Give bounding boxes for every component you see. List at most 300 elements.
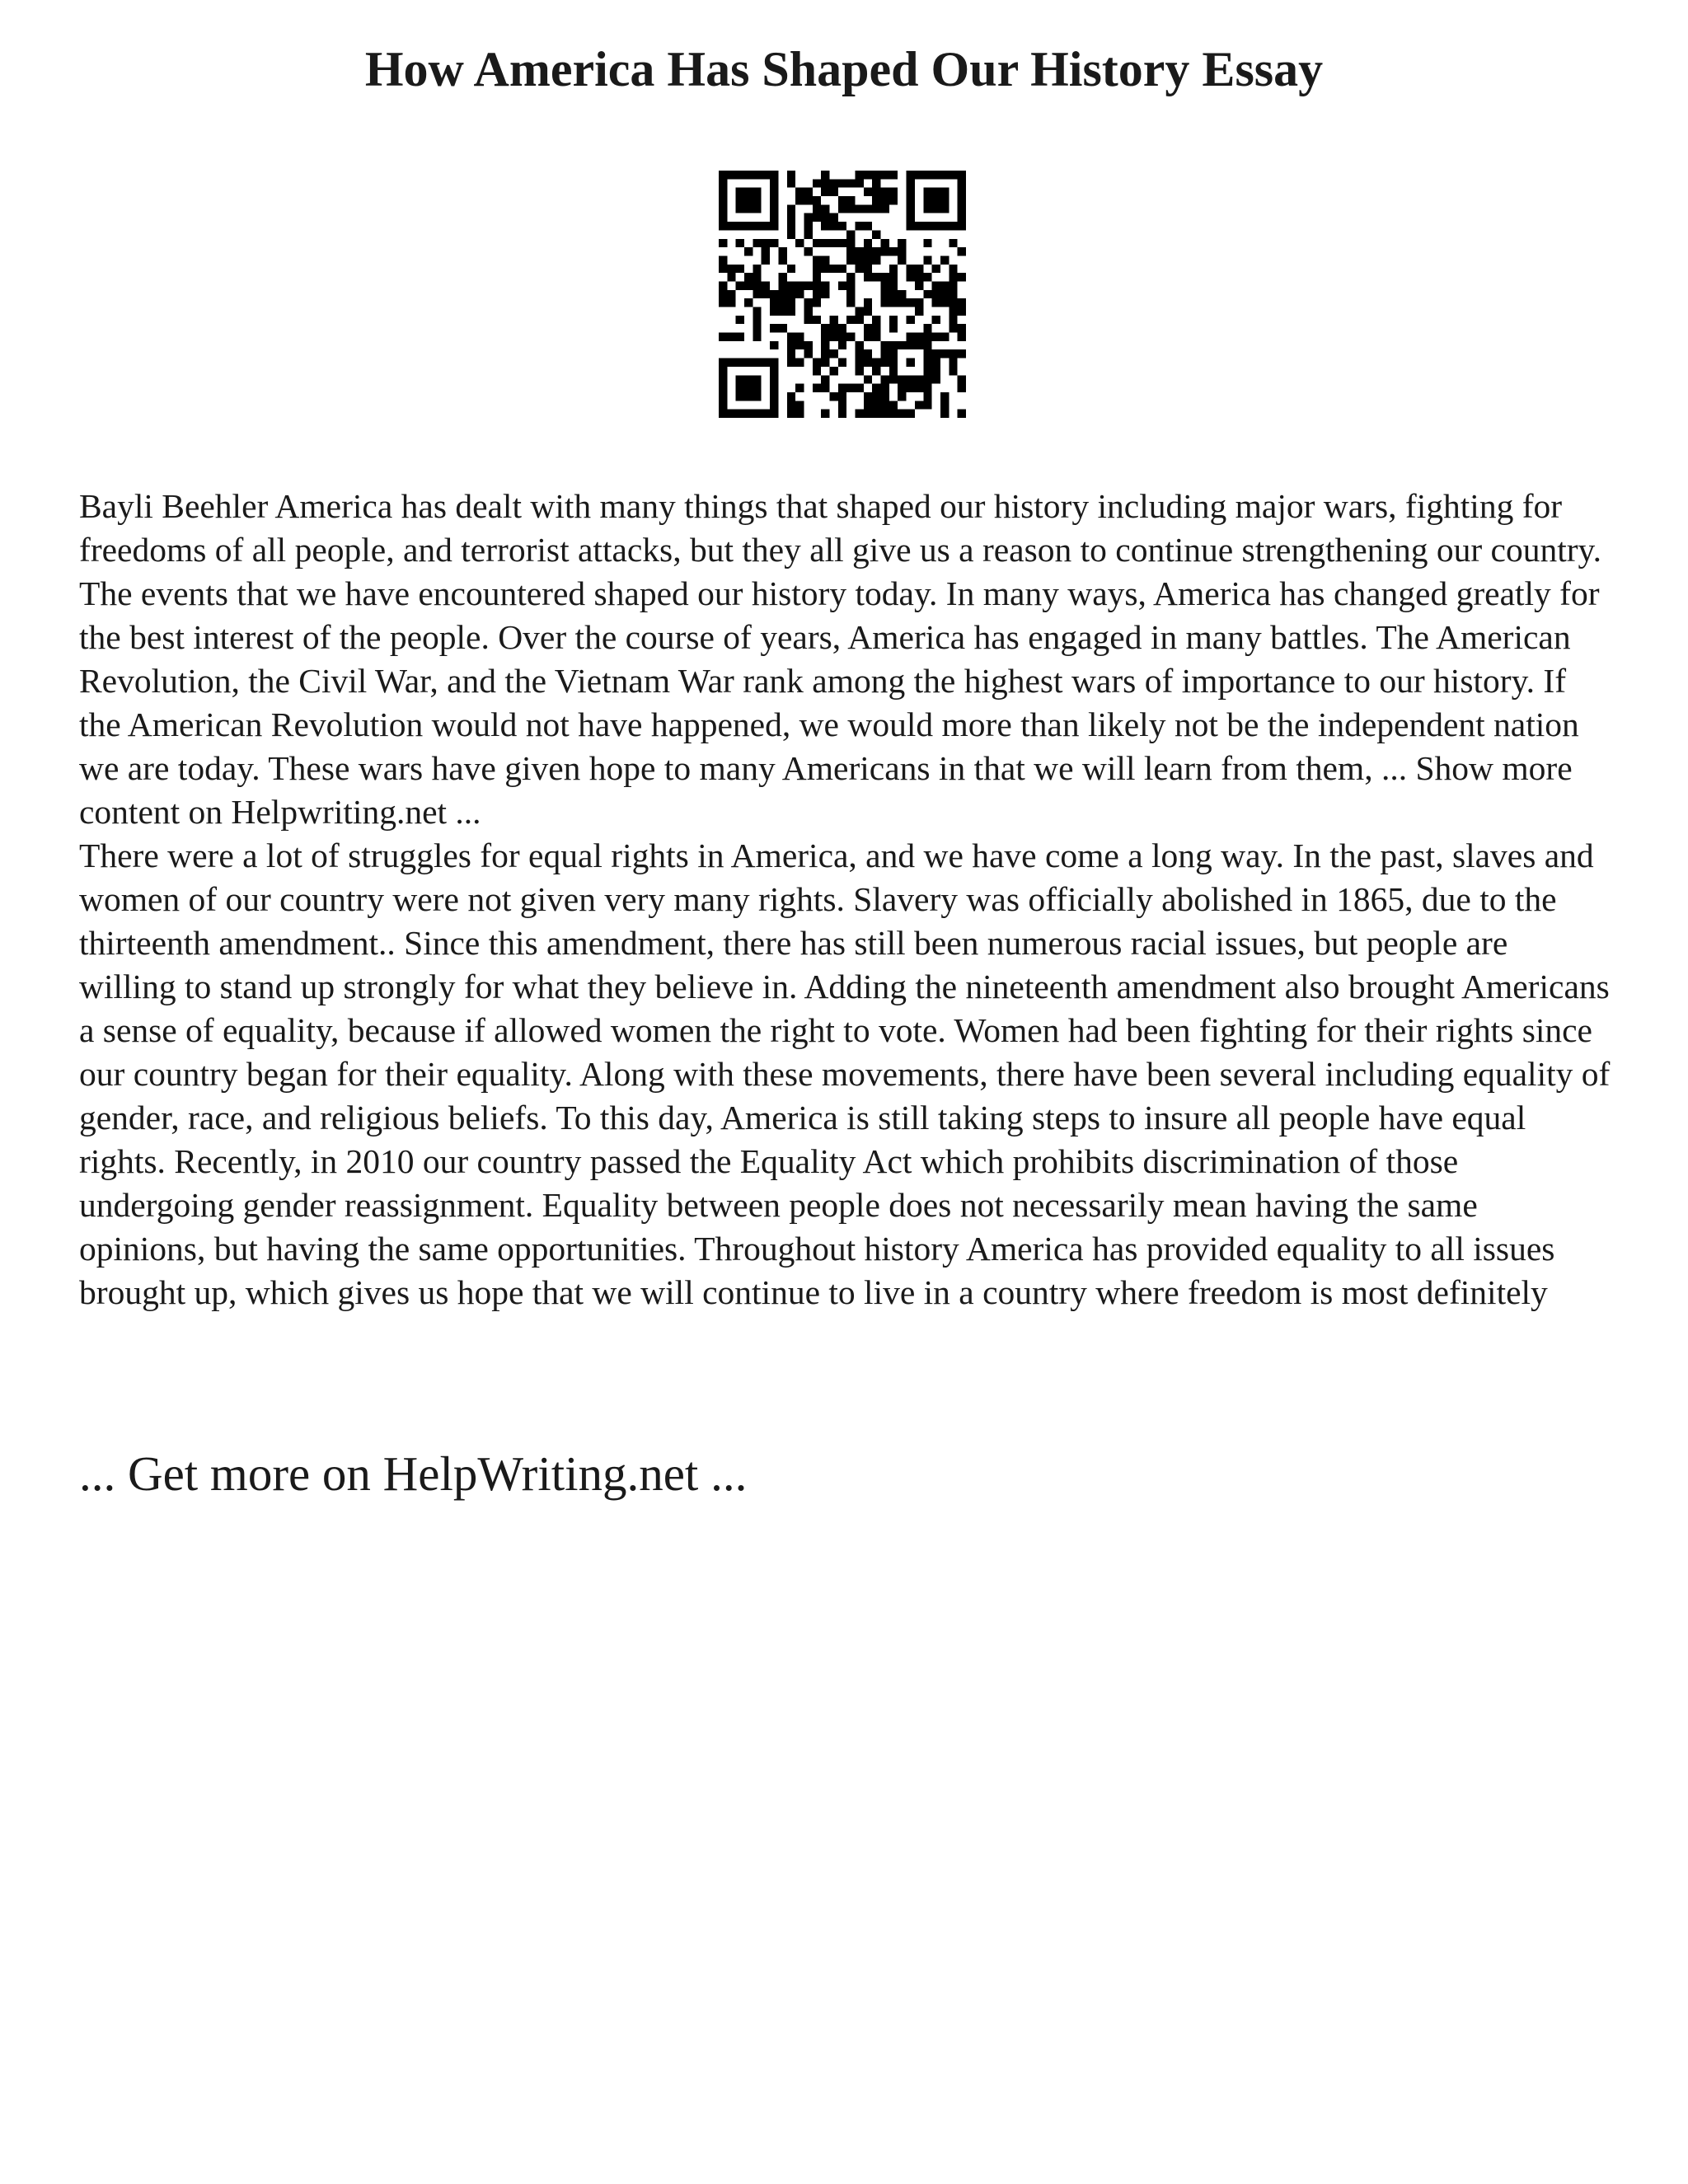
qr-module xyxy=(889,401,898,409)
qr-module xyxy=(770,213,778,222)
qr-module xyxy=(804,349,812,358)
qr-module xyxy=(932,359,940,367)
qr-module xyxy=(719,204,727,213)
qr-module xyxy=(829,265,837,273)
qr-module xyxy=(778,324,786,332)
qr-module xyxy=(787,333,795,341)
qr-module xyxy=(719,410,727,418)
qr-module xyxy=(898,410,906,418)
qr-module xyxy=(932,349,940,358)
document-title: How America Has Shaped Our History Essay xyxy=(364,42,1324,96)
qr-module xyxy=(787,349,795,358)
qr-module xyxy=(753,265,761,273)
qr-module xyxy=(719,239,727,247)
qr-module xyxy=(821,281,829,289)
qr-module xyxy=(932,290,940,298)
qr-module xyxy=(958,307,966,316)
qr-module xyxy=(949,349,957,358)
qr-module xyxy=(889,298,898,307)
qr-module xyxy=(915,333,923,341)
qr-module xyxy=(795,290,804,298)
qr-module xyxy=(872,316,880,324)
qr-module xyxy=(856,349,864,358)
qr-module xyxy=(864,392,872,401)
qr-module xyxy=(719,298,727,307)
qr-module xyxy=(813,255,821,264)
qr-module xyxy=(727,171,735,179)
qr-module xyxy=(881,349,889,358)
qr-module xyxy=(821,324,829,332)
qr-module xyxy=(846,298,855,307)
qr-module xyxy=(727,298,735,307)
qr-module xyxy=(923,204,931,213)
qr-module xyxy=(787,307,795,316)
qr-module xyxy=(762,239,770,247)
qr-module xyxy=(958,273,966,281)
qr-module xyxy=(821,290,829,298)
qr-module xyxy=(795,401,804,409)
qr-module xyxy=(856,410,864,418)
qr-module xyxy=(915,384,923,392)
qr-module xyxy=(881,239,889,247)
qr-module xyxy=(864,307,872,316)
qr-module xyxy=(770,341,778,349)
qr-module xyxy=(778,290,786,298)
qr-module xyxy=(881,401,889,409)
qr-module xyxy=(923,401,931,409)
qr-module xyxy=(744,273,753,281)
qr-module xyxy=(889,281,898,289)
qr-module xyxy=(804,222,812,230)
qr-module xyxy=(804,341,812,349)
qr-module xyxy=(915,281,923,289)
qr-module xyxy=(804,316,812,324)
qr-module xyxy=(856,341,864,349)
qr-module xyxy=(864,188,872,196)
qr-module xyxy=(753,290,761,298)
qr-module xyxy=(821,265,829,273)
qr-module xyxy=(744,171,753,179)
qr-module xyxy=(821,179,829,187)
qr-module xyxy=(949,273,957,281)
qr-module xyxy=(864,239,872,247)
qr-code-icon[interactable] xyxy=(719,171,966,418)
qr-module xyxy=(838,179,846,187)
qr-module xyxy=(864,359,872,367)
qr-module xyxy=(932,298,940,307)
qr-module xyxy=(762,359,770,367)
qr-module xyxy=(949,367,957,375)
qr-module xyxy=(753,196,761,204)
qr-module xyxy=(915,375,923,383)
qr-module xyxy=(889,247,898,255)
qr-module xyxy=(940,349,949,358)
qr-module xyxy=(813,290,821,298)
qr-module xyxy=(770,384,778,392)
qr-module xyxy=(864,298,872,307)
qr-module xyxy=(753,384,761,392)
qr-module xyxy=(856,367,864,375)
qr-module xyxy=(958,349,966,358)
qr-module xyxy=(795,188,804,196)
qr-module xyxy=(787,230,795,238)
qr-module xyxy=(932,265,940,273)
qr-module xyxy=(907,273,915,281)
qr-module xyxy=(727,290,735,298)
qr-module xyxy=(872,188,880,196)
qr-module xyxy=(838,204,846,213)
qr-module xyxy=(846,196,855,204)
qr-module xyxy=(864,204,872,213)
qr-module xyxy=(762,247,770,255)
qr-module xyxy=(753,333,761,341)
qr-module xyxy=(846,179,855,187)
qr-module xyxy=(932,375,940,383)
qr-module xyxy=(872,410,880,418)
qr-module xyxy=(744,204,753,213)
qr-module xyxy=(719,213,727,222)
qr-module xyxy=(907,188,915,196)
qr-module xyxy=(821,213,829,222)
qr-module xyxy=(829,392,837,401)
qr-module xyxy=(813,179,821,187)
qr-module xyxy=(889,316,898,324)
qr-module xyxy=(736,188,744,196)
qr-module xyxy=(932,204,940,213)
qr-module xyxy=(915,171,923,179)
qr-module xyxy=(762,410,770,418)
qr-module xyxy=(829,316,837,324)
qr-module xyxy=(907,196,915,204)
qr-module xyxy=(770,367,778,375)
qr-module xyxy=(787,298,795,307)
qr-module xyxy=(846,281,855,289)
qr-module xyxy=(958,247,966,255)
essay-paragraph-2: There were a lot of struggles for equal rights in America, and we have come a long way. In the past, slaves and women of our country were not given very many rights. Slavery was officially abolished in 1865, due to the thirteenth amendment.. Since this amendment, there has still been numerous racial issues, but people are willing to stand up strongly for what they believe in. Adding the nineteenth amendment also brought Americans a sense of equality, because if allowed women the right to vote. Women had been fighting for their rights since our country began for their equality. Along with these movements, there have been several including equality of gender, race, and religious beliefs. To this day, America is still taking steps to insure all people have equal rights. Recently, in 2010 our country passed the Equality Act which prohibits discrimination of those undergoing gender reassignment. Equality between people does not necessarily mean having the same opinions, but having the same opportunities. Throughout history America has provided equality to all issues brought up, which gives us hope that we will continue to live in a country where freedom is most definitely xyxy=(79,837,1611,1311)
qr-module xyxy=(829,333,837,341)
qr-module xyxy=(787,213,795,222)
qr-module xyxy=(940,298,949,307)
qr-module xyxy=(856,204,864,213)
qr-module xyxy=(898,239,906,247)
qr-module xyxy=(846,230,855,238)
qr-module xyxy=(762,255,770,264)
qr-module xyxy=(872,359,880,367)
qr-module xyxy=(864,171,872,179)
qr-module xyxy=(787,281,795,289)
qr-module xyxy=(787,410,795,418)
qr-module xyxy=(719,367,727,375)
qr-module xyxy=(907,384,915,392)
qr-module xyxy=(787,204,795,213)
qr-module xyxy=(813,298,821,307)
qr-module xyxy=(949,171,957,179)
qr-module xyxy=(787,290,795,298)
qr-module xyxy=(881,341,889,349)
qr-module xyxy=(719,281,727,289)
qr-module xyxy=(778,247,786,255)
qr-module xyxy=(958,222,966,230)
qr-module xyxy=(856,359,864,367)
qr-module xyxy=(804,298,812,307)
qr-module xyxy=(932,188,940,196)
qr-module xyxy=(958,298,966,307)
qr-module xyxy=(770,359,778,367)
qr-module xyxy=(881,204,889,213)
qr-module xyxy=(804,213,812,222)
qr-module xyxy=(907,179,915,187)
qr-module xyxy=(889,188,898,196)
qr-module xyxy=(736,333,744,341)
qr-module xyxy=(770,239,778,247)
qr-module xyxy=(915,307,923,316)
qr-module xyxy=(864,247,872,255)
qr-module xyxy=(881,196,889,204)
qr-module xyxy=(864,375,872,383)
qr-module xyxy=(838,401,846,409)
qr-module xyxy=(795,239,804,247)
qr-module xyxy=(923,171,931,179)
qr-module xyxy=(846,273,855,281)
essay-paragraph-1: Bayli Beehler America has dealt with many things that shaped our history including major wars, fighting for freedoms of all people, and terrorist attacks, but they all give us a reason to continue strengthening our country. The events that we have encountered shaped our history today. In many ways, America has changed greatly for the best interest of the people. Over the course of years, America has engaged in many battles. The American Revolution, the Civil War, and the Vietnam War rank among the highest wars of importance to our history. If the American Revolution would not have happened, we would more than likely not be the independent nation we are today. These wars have given hope to many Americans in that we will learn from them, ... Show more content on Helpwriting.net ... xyxy=(79,487,1601,831)
qr-module xyxy=(881,410,889,418)
qr-module xyxy=(958,204,966,213)
qr-module xyxy=(753,316,761,324)
qr-module xyxy=(838,341,846,349)
qr-module xyxy=(940,281,949,289)
qr-module xyxy=(889,359,898,367)
qr-module xyxy=(821,171,829,179)
qr-module xyxy=(795,359,804,367)
qr-module xyxy=(753,188,761,196)
qr-module xyxy=(753,307,761,316)
qr-module xyxy=(719,359,727,367)
qr-module xyxy=(915,298,923,307)
qr-module xyxy=(753,410,761,418)
qr-module xyxy=(846,204,855,213)
qr-module xyxy=(736,316,744,324)
qr-module xyxy=(881,188,889,196)
qr-module xyxy=(762,281,770,289)
qr-module xyxy=(958,171,966,179)
qr-module xyxy=(907,410,915,418)
qr-module xyxy=(736,222,744,230)
qr-module xyxy=(813,359,821,367)
qr-module xyxy=(821,375,829,383)
qr-module xyxy=(872,196,880,204)
qr-module xyxy=(915,265,923,273)
qr-module xyxy=(932,316,940,324)
qr-module xyxy=(804,230,812,238)
qr-module xyxy=(736,359,744,367)
qr-module xyxy=(940,410,949,418)
qr-module xyxy=(940,188,949,196)
qr-module xyxy=(795,384,804,392)
qr-module xyxy=(804,307,812,316)
get-more-link[interactable]: ... Get more on HelpWriting.net ... xyxy=(79,1446,748,1501)
qr-module xyxy=(872,247,880,255)
qr-module xyxy=(923,341,931,349)
qr-module xyxy=(829,349,837,358)
qr-module xyxy=(923,196,931,204)
qr-module xyxy=(821,222,829,230)
qr-module xyxy=(787,341,795,349)
qr-module xyxy=(940,196,949,204)
qr-module xyxy=(719,333,727,341)
qr-module xyxy=(846,255,855,264)
qr-module xyxy=(744,196,753,204)
qr-module xyxy=(838,222,846,230)
qr-module xyxy=(719,265,727,273)
qr-module xyxy=(889,349,898,358)
qr-module xyxy=(770,188,778,196)
qr-module xyxy=(940,222,949,230)
qr-module xyxy=(958,196,966,204)
qr-module xyxy=(889,367,898,375)
qr-module xyxy=(838,324,846,332)
qr-module xyxy=(932,281,940,289)
qr-module xyxy=(787,222,795,230)
qr-module xyxy=(736,384,744,392)
qr-module xyxy=(813,273,821,281)
qr-module xyxy=(744,188,753,196)
qr-module xyxy=(940,290,949,298)
qr-module xyxy=(719,196,727,204)
qr-module xyxy=(872,324,880,332)
qr-module xyxy=(770,179,778,187)
qr-module xyxy=(744,392,753,401)
qr-module xyxy=(907,222,915,230)
qr-module xyxy=(813,265,821,273)
qr-module xyxy=(813,239,821,247)
qr-module xyxy=(829,188,837,196)
qr-module xyxy=(932,222,940,230)
qr-module xyxy=(727,410,735,418)
qr-module xyxy=(864,265,872,273)
qr-module xyxy=(821,204,829,213)
qr-module xyxy=(856,265,864,273)
qr-module xyxy=(846,290,855,298)
qr-module xyxy=(898,255,906,264)
qr-module xyxy=(719,392,727,401)
qr-module xyxy=(915,222,923,230)
qr-module xyxy=(736,204,744,213)
qr-module xyxy=(889,196,898,204)
qr-module xyxy=(736,239,744,247)
qr-module xyxy=(949,290,957,298)
qr-module xyxy=(958,375,966,383)
qr-module xyxy=(762,290,770,298)
qr-module xyxy=(923,255,931,264)
qr-module xyxy=(829,324,837,332)
qr-module xyxy=(881,375,889,383)
qr-module xyxy=(813,367,821,375)
qr-module xyxy=(881,247,889,255)
qr-module xyxy=(872,171,880,179)
qr-module xyxy=(958,410,966,418)
qr-module xyxy=(864,410,872,418)
qr-module xyxy=(872,230,880,238)
qr-module xyxy=(744,410,753,418)
qr-module xyxy=(881,384,889,392)
qr-module xyxy=(838,265,846,273)
qr-module xyxy=(778,255,786,264)
qr-module xyxy=(770,290,778,298)
qr-module xyxy=(753,204,761,213)
qr-module xyxy=(846,247,855,255)
qr-module xyxy=(907,333,915,341)
qr-module xyxy=(872,392,880,401)
qr-module xyxy=(762,171,770,179)
qr-module xyxy=(744,247,753,255)
qr-module xyxy=(958,213,966,222)
qr-module xyxy=(753,392,761,401)
qr-module xyxy=(923,333,931,341)
qr-module xyxy=(889,265,898,273)
qr-module xyxy=(838,410,846,418)
qr-module xyxy=(736,375,744,383)
qr-module xyxy=(795,281,804,289)
qr-module xyxy=(949,222,957,230)
qr-module xyxy=(856,307,864,316)
qr-module xyxy=(898,392,906,401)
qr-module xyxy=(795,410,804,418)
qr-module xyxy=(804,247,812,255)
qr-module xyxy=(940,392,949,401)
qr-module xyxy=(821,349,829,358)
qr-module xyxy=(770,324,778,332)
qr-module xyxy=(813,196,821,204)
qr-module xyxy=(838,281,846,289)
qr-module xyxy=(915,273,923,281)
qr-module xyxy=(872,401,880,409)
qr-module xyxy=(829,179,837,187)
qr-module xyxy=(923,290,931,298)
qr-module xyxy=(829,222,837,230)
qr-module xyxy=(736,392,744,401)
qr-module xyxy=(907,298,915,307)
qr-module xyxy=(795,333,804,341)
qr-module xyxy=(923,273,931,281)
qr-module xyxy=(872,333,880,341)
qr-module xyxy=(856,384,864,392)
qr-module xyxy=(813,384,821,392)
qr-module xyxy=(813,316,821,324)
qr-module xyxy=(829,367,837,375)
qr-module xyxy=(856,171,864,179)
qr-module xyxy=(838,384,846,392)
qr-module xyxy=(778,273,786,281)
qr-module xyxy=(898,384,906,392)
qr-module xyxy=(881,290,889,298)
qr-module xyxy=(881,359,889,367)
qr-module xyxy=(940,401,949,409)
qr-module xyxy=(727,333,735,341)
qr-module xyxy=(736,171,744,179)
qr-module xyxy=(719,255,727,264)
qr-module xyxy=(778,298,786,307)
qr-module xyxy=(813,213,821,222)
qr-module xyxy=(940,171,949,179)
qr-module xyxy=(932,333,940,341)
qr-module xyxy=(923,188,931,196)
qr-module xyxy=(829,239,837,247)
qr-module xyxy=(872,255,880,264)
qr-module xyxy=(744,375,753,383)
qr-module xyxy=(923,392,931,401)
qr-module xyxy=(898,375,906,383)
qr-module xyxy=(889,290,898,298)
